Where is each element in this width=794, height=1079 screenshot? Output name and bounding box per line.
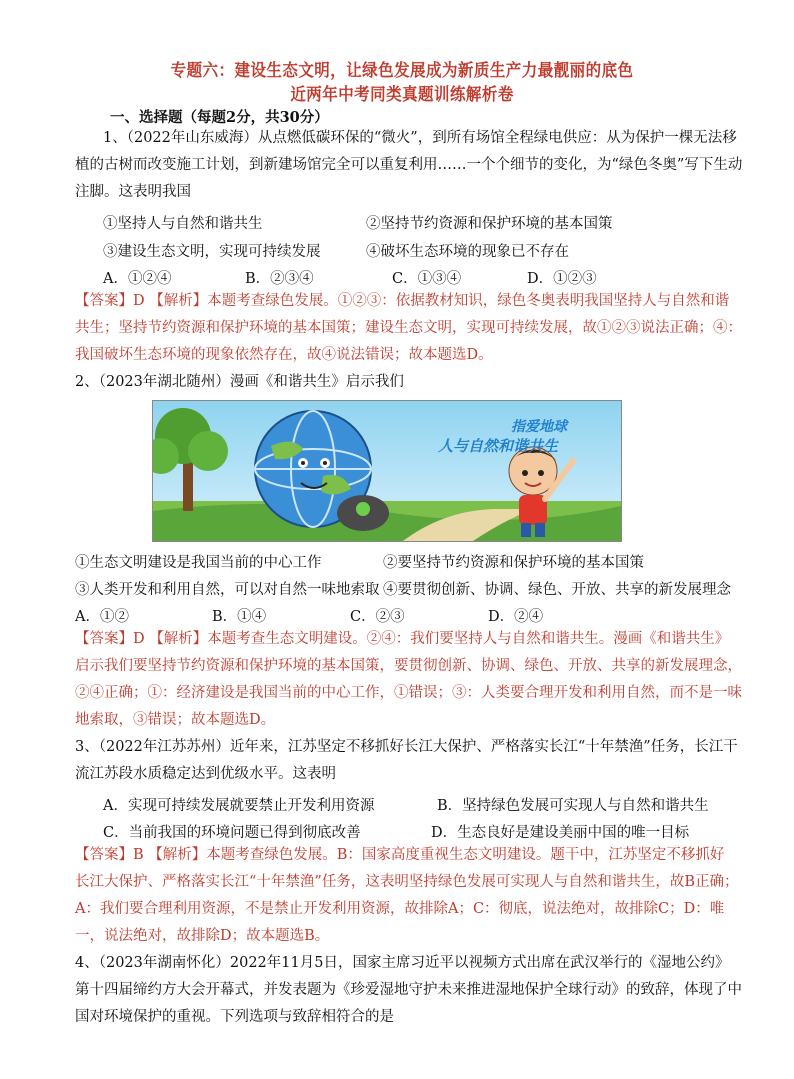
question-1-statement-4: ④破坏生态环境的现象已不存在 (366, 244, 569, 260)
question-3-option-d: D．生态良好是建设美丽中国的唯一目标 (431, 825, 690, 841)
question-4-stem-line-2: 第十四届缔约方大会开幕式，并发表题为《珍爱湿地守护未来推进湿地保护全球行动》的致辞，体现了中 (75, 982, 742, 998)
document-title: 专题六：建设生态文明，让绿色发展成为新质生产力最靓丽的底色 (170, 61, 634, 81)
question-1-statement-2: ②坚持节约资源和保护环境的基本国策 (366, 216, 613, 232)
question-3-answer-line-1: 【答案】B 【解析】本题考查绿色发展。B：国家高度重视生态文明建设。题干中，江苏坚定不移抓好 (75, 847, 725, 863)
question-2-stem: 2、（2023年湖北随州）漫画《和谐共生》启示我们 (75, 374, 404, 390)
question-2-option-c: C．②③ (350, 609, 405, 625)
question-1-option-b: B．②③④ (245, 271, 314, 287)
cartoon-banner-top: 指爱地球 (511, 418, 567, 434)
question-1-stem-line-1: 1、（2022年山东威海）从点燃低碳环保的“微火”，到所有场馆全程绿电供应：从为保护一棵无法移 (103, 130, 737, 146)
question-3-answer-line-3: A：我们要合理利用资源，不是禁止开发利用资源，故排除A；C：彻底，说法绝对，故排除C；D：唯 (75, 901, 725, 917)
cartoon-banner-bottom: 人与自然和谐共生 (438, 438, 559, 455)
document-subtitle: 近两年中考同类真题训练解析卷 (290, 85, 514, 105)
question-2-option-a: A．①② (75, 609, 129, 625)
cartoon-drawing (153, 401, 621, 541)
question-2-statement-4: ④要贯彻创新、协调、绿色、开放、共享的新发展理念 (383, 582, 731, 598)
question-2-option-d: D．②④ (488, 609, 544, 625)
question-4-stem-line-3: 国对环境保护的重视。下列选项与致辞相符合的是 (75, 1009, 394, 1025)
question-3-option-b: B．坚持绿色发展可实现人与自然和谐共生 (437, 798, 709, 814)
question-3-option-a: A．实现可持续发展就要禁止开发利用资源 (103, 798, 375, 814)
question-2-answer-line-2: 启示我们要坚持节约资源和保护环境的基本国策，要贯彻创新、协调、绿色、开放、共享的新发展理念， (75, 658, 742, 674)
question-2-answer-line-1: 【答案】D 【解析】本题考查生态文明建设。②④：我们要坚持人与自然和谐共生。漫画《和谐共生》 (75, 631, 730, 647)
question-2-statement-3: ③人类开发和利用自然，可以对自然一味地索取 (75, 582, 380, 598)
question-1-stem-line-2: 植的古树而改变施工计划，到新建场馆完全可以重复利用……一个个细节的变化，为“绿色冬奥”写下生动 (75, 157, 743, 173)
question-2-statement-2: ②要坚持节约资源和保护环境的基本国策 (383, 555, 644, 571)
question-1-statement-1: ①坚持人与自然和谐共生 (103, 216, 263, 232)
question-3-stem-line-1: 3、（2022年江苏苏州）近年来，江苏坚定不移抓好长江大保护、严格落实长江“十年禁渔”任务，长江干 (75, 739, 738, 755)
question-3-answer-line-4: 一，说法绝对，故排除D；故本题选B。 (75, 928, 330, 944)
question-4-stem-line-1: 4、（2023年湖南怀化）2022年11月5日，国家主席习近平以视频方式出席在武汉举行的《湿地公约》 (75, 955, 730, 971)
question-1-answer-line-2: 共生；坚持节约资源和保护环境的基本国策；建设生态文明，实现可持续发展，故①②③说法正确；④： (75, 320, 742, 336)
question-1-option-a: A．①②④ (103, 271, 172, 287)
question-3-option-c: C．当前我国的环境问题已得到彻底改善 (103, 825, 361, 841)
question-3-answer-line-2: 长江大保护、严格落实长江“十年禁渔”任务，这表明坚持绿色发展可实现人与自然和谐共生，故B正确； (75, 874, 739, 890)
question-1-option-c: C．①③④ (392, 271, 462, 287)
question-1-statement-3: ③建设生态文明，实现可持续发展 (103, 244, 321, 260)
question-2-answer-line-4: 地索取，③错误；故本题选D。 (75, 712, 276, 728)
question-1-option-d: D．①②③ (527, 271, 597, 287)
question-1-stem-line-3: 注脚。这表明我国 (75, 184, 191, 200)
question-1-answer-line-3: 我国破坏生态环境的现象依然存在，故④说法错误；故本题选D。 (75, 347, 493, 363)
question-2-option-b: B．①④ (212, 609, 267, 625)
question-2-statement-1: ①生态文明建设是我国当前的中心工作 (75, 555, 322, 571)
question-2-answer-line-3: ②④正确；①：经济建设是我国当前的中心工作，①错误；③：人类要合理开发和利用自然，而不是一味 (75, 685, 742, 701)
section-heading: 一、选择题（每题2分，共30分） (110, 109, 329, 126)
question-3-stem-line-2: 流江苏段水质稳定达到优级水平。这表明 (75, 766, 336, 782)
cartoon-illustration (152, 400, 622, 542)
question-1-answer-line-1: 【答案】D 【解析】本题考查绿色发展。①②③：依据教材知识，绿色冬奥表明我国坚持人与自然和谐 (75, 293, 730, 309)
